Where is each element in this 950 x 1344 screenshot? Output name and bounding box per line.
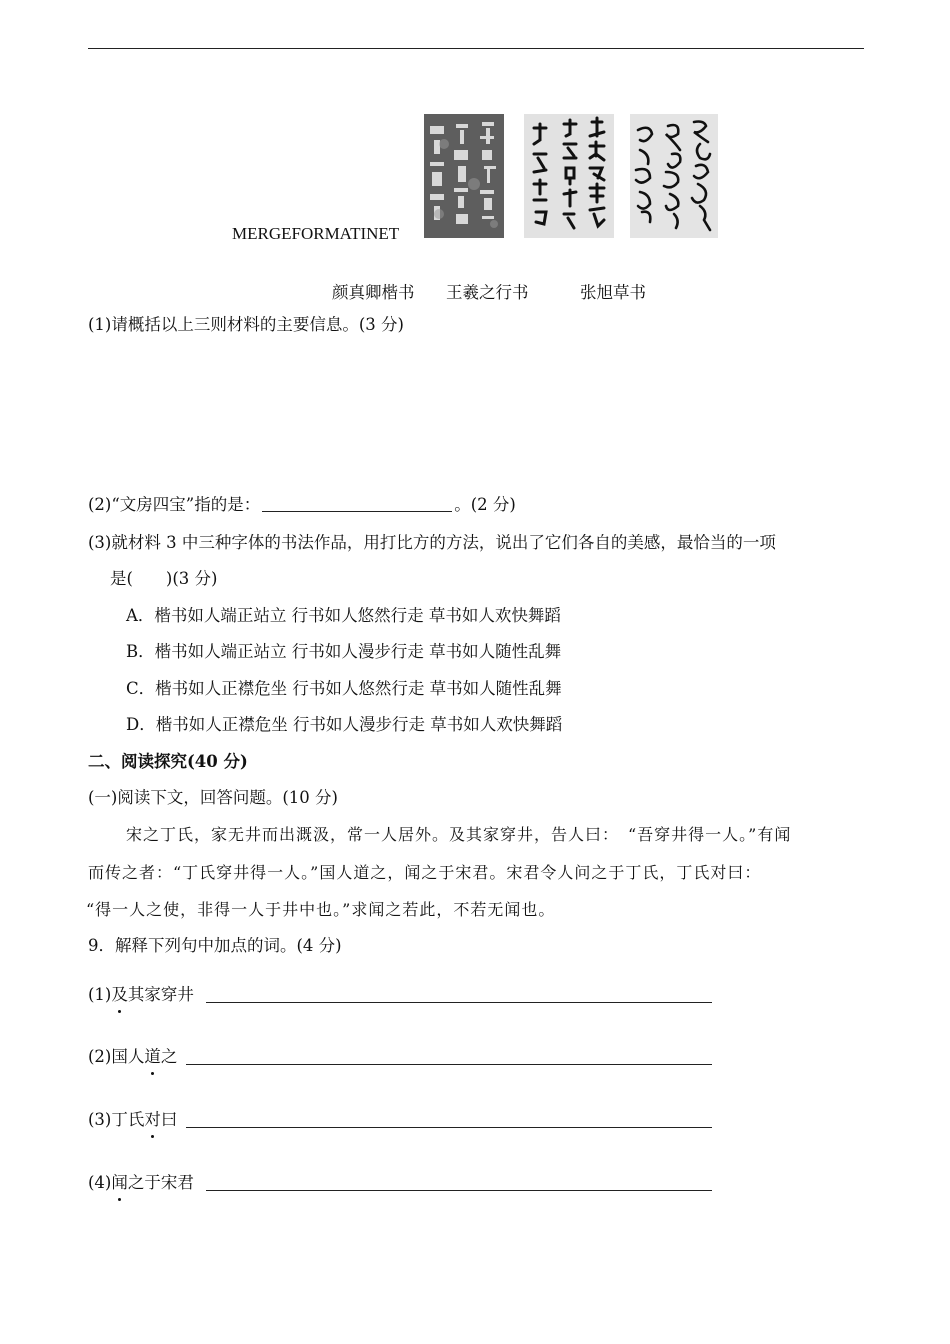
- q9-item-1: [88, 984, 194, 1006]
- calligraphy-image-xingshu: [524, 114, 614, 238]
- dotted-word-4: 闻: [111, 1173, 128, 1192]
- q9-item-2-rest: 之: [160, 1047, 178, 1066]
- calligraphy-image-caoshu: [630, 114, 718, 238]
- q9-item-4: [88, 1172, 194, 1194]
- caption-kaishu: 颜真卿楷书: [332, 283, 415, 302]
- option-a[interactable]: A．楷书如人端正站立 行书如人悠然行走 草书如人欢快舞蹈: [126, 606, 561, 625]
- header-rule: [88, 48, 864, 49]
- passage-line-3: “得一人之使，非得一人于井中也。”求闻之若此，不若无闻也。: [86, 900, 556, 919]
- q9-item-1-rest: 其家穿井: [127, 985, 194, 1004]
- question-2: [88, 494, 516, 516]
- q9-item-3-rest: 曰: [160, 1110, 178, 1129]
- passage-line-1: 宋之丁氏，家无井而出溉汲，常一人居外。及其家穿井，告人曰： “吾穿井得一人。”有闻: [126, 825, 792, 844]
- answer-line-1[interactable]: [206, 1002, 712, 1003]
- q9-item-3: [88, 1109, 177, 1131]
- q9-item-3-prefix: (3)丁氏: [88, 1110, 145, 1129]
- q9-item-2-prefix: (2)国人: [88, 1047, 145, 1066]
- answer-line-3[interactable]: [186, 1127, 712, 1128]
- subsection-1-heading: (一)阅读下文，回答问题。(10 分): [88, 788, 338, 807]
- answer-blank[interactable]: [262, 495, 452, 512]
- question-2-score: 。(2 分): [454, 495, 516, 514]
- merge-format-label: MERGEFORMATINET: [232, 224, 400, 243]
- dotted-word-2: 道: [144, 1047, 161, 1066]
- passage-line-2: 而传之者：“丁氏穿井得一人。”国人道之，闻之于宋君。宋君令人问之于丁氏，丁氏对曰：: [88, 863, 762, 882]
- answer-line-4[interactable]: [206, 1190, 712, 1191]
- calligraphy-image-kaishu: [424, 114, 504, 238]
- caption-xingshu: 王羲之行书: [446, 283, 529, 302]
- caption-caoshu: 张旭草书: [580, 283, 646, 302]
- option-c[interactable]: C．楷书如人正襟危坐 行书如人悠然行走 草书如人随性乱舞: [126, 679, 562, 698]
- question-3-line2: 是( )(3 分): [110, 569, 218, 588]
- q9-item-4-rest: 之于宋君: [127, 1173, 194, 1192]
- question-1: (1)请概括以上三则材料的主要信息。(3 分): [88, 315, 404, 334]
- q9-item-2: [88, 1046, 177, 1068]
- question-9-title: 9．解释下列句中加点的词。(4 分): [88, 936, 342, 955]
- section-2-heading: 二、阅读探究(40 分): [88, 752, 248, 771]
- option-b[interactable]: B．楷书如人端正站立 行书如人漫步行走 草书如人随性乱舞: [126, 642, 562, 661]
- q9-item-1-prefix: (1): [88, 985, 112, 1004]
- dotted-word-3: 对: [144, 1110, 161, 1129]
- question-2-text: (2)“文房四宝”指的是：: [88, 495, 261, 514]
- dotted-word-1: 及: [111, 985, 128, 1004]
- option-d[interactable]: D．楷书如人正襟危坐 行书如人漫步行走 草书如人欢快舞蹈: [126, 715, 563, 734]
- q9-item-4-prefix: (4): [88, 1173, 112, 1192]
- question-3-line1: (3)就材料 3 中三种字体的书法作品，用打比方的方法，说出了它们各自的美感，最恰当的一项: [88, 533, 776, 552]
- answer-line-2[interactable]: [186, 1064, 712, 1065]
